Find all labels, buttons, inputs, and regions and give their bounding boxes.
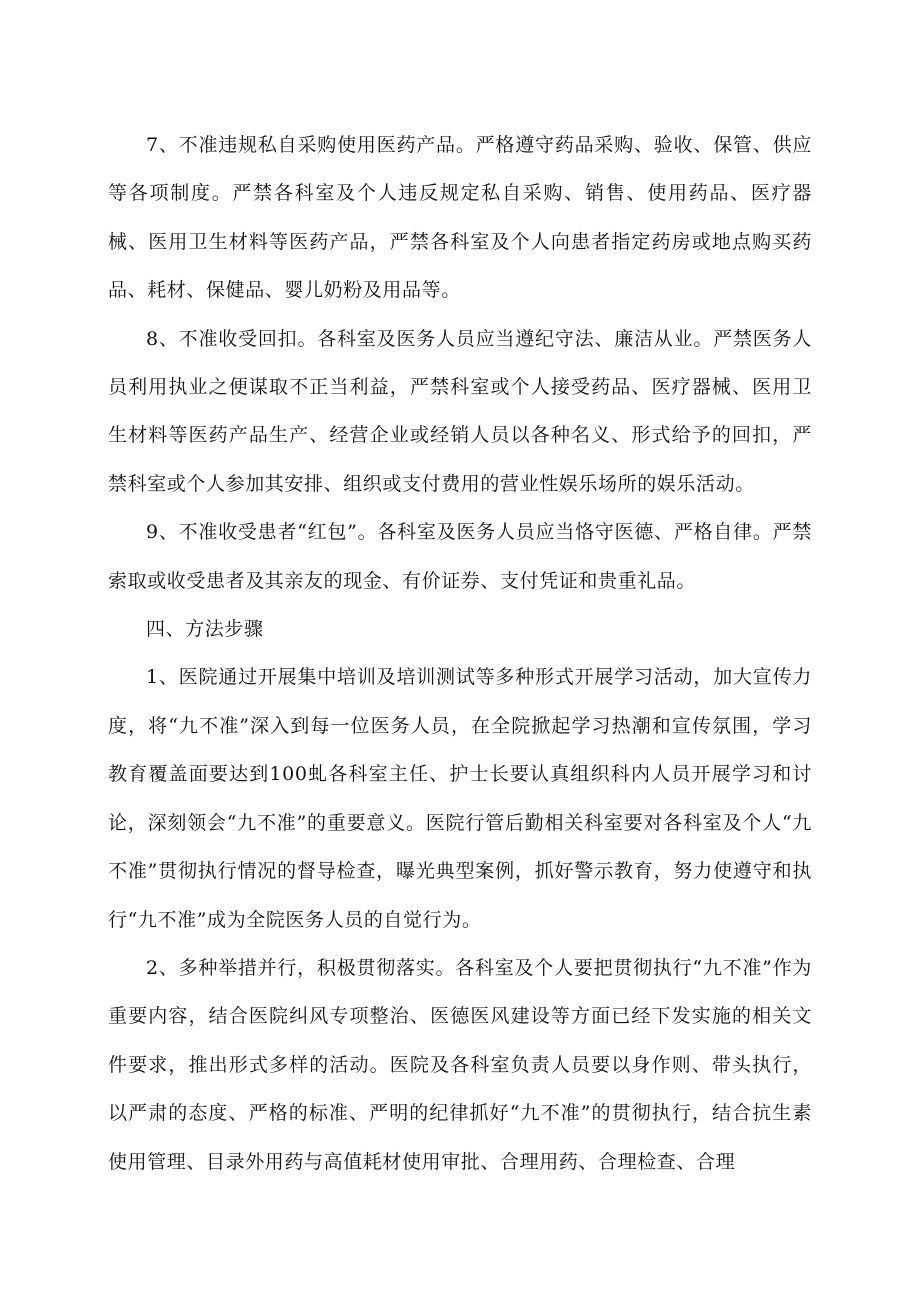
paragraph-item-9: 9、不准收受患者“红包”。各科室及医务人员应当恪守医德、严格自律。严禁索取或收受患者及其亲友的现金、有价证券、支付凭证和贵重礼品。: [108, 521, 812, 592]
section-heading-methods: 四、方法步骤: [146, 618, 264, 641]
paragraph-step-1: 1、医院通过开展集中培训及培训测试等多种形式开展学习活动，加大宣传力度，将“九不准”深入到每一位医务人员，在全院掀起学习热潮和宣传氛围，学习教育覆盖面要达到100虬各科室主任、护士长要认真组织科内人员开展学习和讨论，深刻领会“九不准”的重要意义。医院行管后勤相关科室要对各科室及个人“九不准”贯彻执行情况的督导检查，曝光典型案例，抓好警示教育，努力使遵守和执行“九不准”成为全院医务人员的自觉行为。: [108, 666, 812, 931]
paragraph-item-7: 7、不准违规私自采购使用医药产品。严格遵守药品采购、验收、保管、供应等各项制度。严禁各科室及个人违反规定私自采购、销售、使用药品、医疗器械、医用卫生材料等医药产品，严禁各科室及个人向患者指定药房或地点购买药品、耗材、保健品、婴儿奶粉及用品等。: [108, 134, 812, 302]
paragraph-item-8: 8、不准收受回扣。各科室及医务人员应当遵纪守法、廉洁从业。严禁医务人员利用执业之便谋取不正当利益，严禁科室或个人接受药品、医疗器械、医用卫生材料等医药产品生产、经营企业或经销人员以各种名义、形式给予的回扣，严禁科室或个人参加其安排、组织或支付费用的营业性娱乐场所的娱乐活动。: [108, 327, 812, 495]
paragraph-step-2: 2、多种举措并行，积极贯彻落实。各科室及个人要把贯彻执行“九不准”作为重要内容，结合医院纠风专项整治、医德医风建设等方面已经下发实施的相关文件要求，推出形式多样的活动。医院及各科室负责人员要以身作则、带头执行，以严肃的态度、严格的标准、严明的纪律抓好“九不准”的贯彻执行，结合抗生素使用管理、目录外用药与高值耗材使用审批、合理用药、合理检查、合理: [108, 956, 812, 1173]
